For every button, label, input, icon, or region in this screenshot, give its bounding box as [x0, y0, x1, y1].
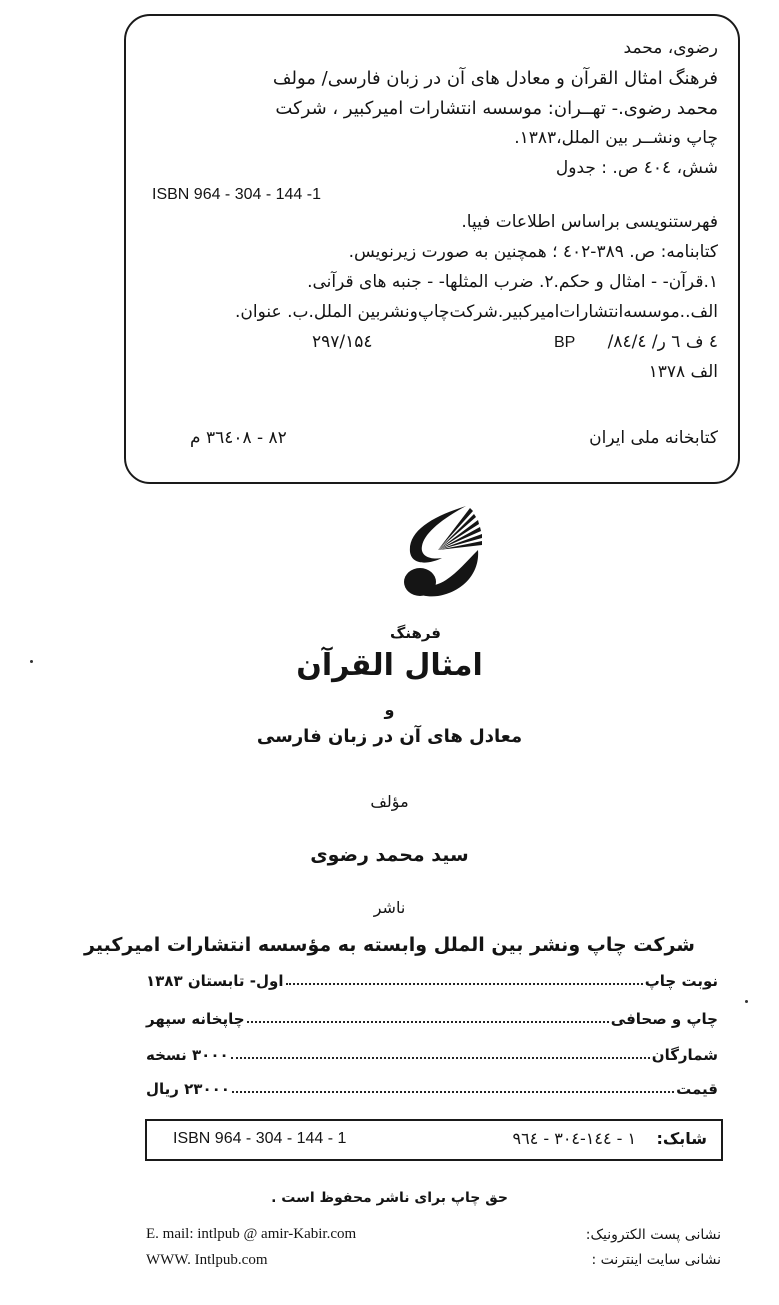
dot-leader [286, 983, 643, 985]
info-row-circulation [146, 1040, 718, 1064]
author-label: مؤلف [370, 792, 409, 811]
info-value: ۳۰۰۰ نسخه [146, 1046, 229, 1064]
book-subtitle: معادل های آن در زبان فارسی [256, 726, 523, 747]
dot-leader [231, 1057, 650, 1059]
isbn-persian: ۱ - ۱٤٤-۳۰٤ - ۹٦٤ [512, 1129, 637, 1148]
cip-isbn: ISBN 964 - 304 - 144 -1 [152, 186, 321, 203]
publisher-logo-icon [400, 500, 486, 600]
cip-line-subjects: ۱.قرآن- - امثال و حکم.۲. ضرب المثلها- - جنبه های قرآنی. [307, 272, 718, 292]
cip-year: الف ۱۳۷۸ [648, 362, 718, 382]
info-value: چاپخانه سپهر [146, 1010, 245, 1028]
email-address: E. mail: intlpub @ amir-Kabir.com [146, 1226, 357, 1242]
isbn-persian-row [513, 1129, 708, 1148]
cip-line-bibliography: کتابنامه: ص. ۳۸۹-٤٠۲ ؛ همچنین به صورت زیرنویس. [348, 242, 718, 262]
cip-class-bp: BP [554, 334, 576, 351]
isbn-latin: ISBN 964 - 304 - 144 - 1 [173, 1130, 347, 1147]
title-conjunction: و [384, 700, 395, 719]
author-name: سید محمد رضوی [310, 844, 469, 866]
cip-line-fipa: فهرستنویسی براساس اطلاعات فیپا. [461, 212, 718, 232]
cip-line-publisher: چاپ ونشــر بین الملل،۱۳۸۳. [514, 128, 718, 148]
cip-line-imprint: محمد رضوی.- تهــران: موسسه انتشارات امیرکبیر ، شرکت [275, 98, 718, 119]
cip-dewey-number: ۲۹۷/۱۵٤ [312, 332, 373, 352]
info-row-price [146, 1074, 718, 1098]
book-title: امثال القرآن [296, 648, 483, 683]
publisher-label: ناشر [373, 898, 406, 917]
isbn-label: شابک: [656, 1129, 707, 1148]
info-label: قیمت [676, 1080, 718, 1098]
scan-speck [745, 1000, 748, 1003]
website-address: WWW. Intlpub.com [146, 1252, 268, 1268]
info-label: شمارگان [651, 1046, 718, 1064]
info-label: نوبت چاپ [644, 972, 718, 990]
info-value: اول- تابستان ۱۳۸۳ [146, 972, 284, 990]
catalog-card [124, 14, 740, 484]
info-label: چاپ و صحافی [610, 1010, 718, 1028]
cip-line-author: رضوی، محمد [623, 38, 718, 58]
isbn-box [145, 1119, 723, 1161]
cip-line-added-entries: الف..موسسه‌انتشارات‌امیرکبیر.شرکت‌چاپ‌ونشربین الملل.ب. عنوان. [235, 302, 718, 322]
info-row-printing [146, 1004, 718, 1028]
cip-line-pages: شش، ٤٠٤ ص. : جدول [555, 158, 718, 178]
email-label: نشانی پست الکترونیک: [585, 1227, 721, 1243]
website-label: نشانی سایت اینترنت : [591, 1252, 721, 1268]
info-value: ۲۳۰۰۰ ریال [146, 1080, 230, 1098]
cip-class-number: ٤ ف ٦ ر/ ٨٤/٤/ [607, 332, 718, 352]
title-label: فرهنگ [389, 624, 442, 642]
cip-line-title: فرهنگ امثال القرآن و معادل های آن در زبان فارسی/ مولف [272, 68, 718, 89]
cip-library: کتابخانه ملی ایران [589, 428, 718, 448]
copyright-notice: حق چاپ برای ناشر محفوظ است . [271, 1190, 508, 1206]
cip-library-number: ۸۲ - ۳٦٤٠٨ م [190, 428, 287, 448]
dot-leader [247, 1021, 609, 1023]
info-row-edition [146, 966, 718, 990]
publisher-name: شرکت چاپ ونشر بین الملل وابسته به مؤسسه انتشارات امیرکبیر [84, 934, 695, 956]
dot-leader [232, 1091, 674, 1093]
